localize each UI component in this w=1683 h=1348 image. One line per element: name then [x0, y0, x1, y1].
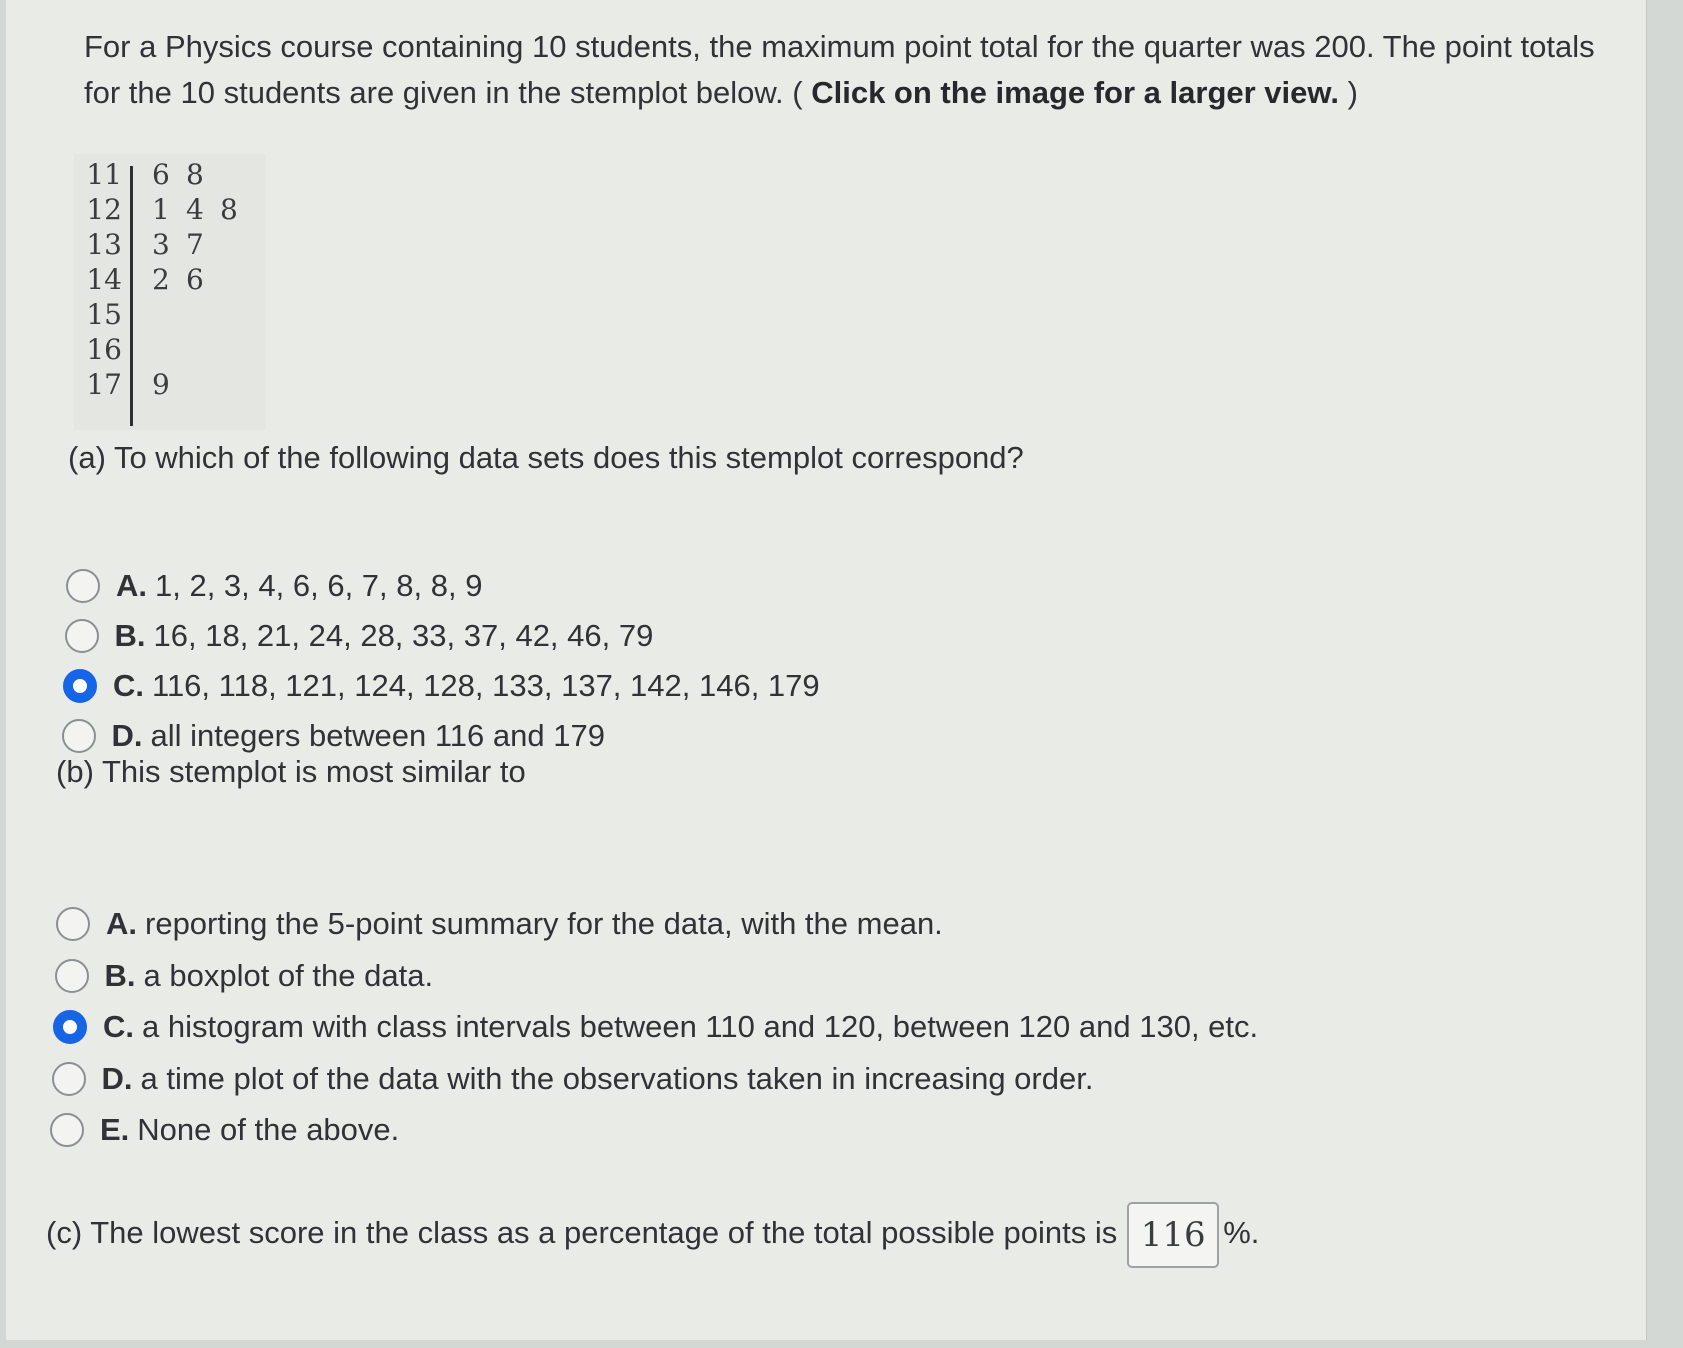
- stem-value: 15: [86, 298, 122, 331]
- leaf-value: 7: [186, 228, 204, 261]
- intro-tail: ): [1347, 75, 1358, 110]
- radio-selected-icon[interactable]: [63, 669, 97, 703]
- radio-selected-icon[interactable]: [53, 1010, 87, 1044]
- option-letter: A.: [116, 568, 147, 603]
- stemplot-row: [74, 263, 264, 297]
- part-a-option[interactable]: [63, 668, 820, 704]
- part-b-option[interactable]: [50, 1112, 399, 1148]
- part-b-question: (b) This stemplot is most similar to: [56, 754, 526, 789]
- stemplot-row: [74, 158, 264, 192]
- radio-empty-icon[interactable]: [65, 619, 99, 653]
- radio-empty-icon[interactable]: [50, 1113, 84, 1147]
- radio-empty-icon[interactable]: [55, 959, 89, 993]
- stem-value: 12: [86, 193, 122, 226]
- part-a-option[interactable]: [66, 568, 482, 604]
- option-text: a histogram with class intervals between 110 and 120, between 120 and 130, etc.: [142, 1009, 1259, 1044]
- leaf-value: 9: [152, 368, 170, 401]
- stemplot-row: [74, 228, 264, 262]
- option-letter: C.: [103, 1009, 134, 1044]
- radio-empty-icon[interactable]: [52, 1062, 86, 1096]
- option-letter: B.: [104, 957, 136, 993]
- larger-view-link[interactable]: Click on the image for a larger view.: [811, 75, 1339, 110]
- part-a-question: (a) To which of the following data sets does this stemplot correspond?: [68, 440, 1024, 475]
- part-b-option[interactable]: [55, 958, 434, 994]
- part-b-option[interactable]: [53, 1009, 1258, 1045]
- part-b-option[interactable]: [56, 906, 943, 942]
- option-text: all integers between 116 and 179: [150, 718, 605, 753]
- percentage-answer-input[interactable]: 116: [1127, 1202, 1219, 1268]
- part-c-question: [46, 1202, 1259, 1268]
- stemplot-row: [74, 368, 264, 402]
- option-text: 1, 2, 3, 4, 6, 6, 7, 8, 8, 9: [155, 568, 483, 603]
- stem-value: 17: [86, 368, 122, 401]
- stem-value: 16: [86, 333, 122, 366]
- option-letter: D.: [111, 718, 143, 753]
- part-b-option[interactable]: [52, 1061, 1094, 1097]
- question-panel: [6, 0, 1647, 1340]
- stemplot-image[interactable]: [74, 154, 266, 430]
- option-text: 116, 118, 121, 124, 128, 133, 137, 142, 146, 179: [152, 668, 820, 703]
- part-c-prefix: (c) The lowest score in the class as a percentage of the total possible points is: [46, 1215, 1118, 1251]
- stemplot-row: [74, 333, 264, 367]
- option-letter: D.: [101, 1060, 133, 1096]
- radio-empty-icon[interactable]: [66, 569, 100, 603]
- option-text: reporting the 5-point summary for the data, with the mean.: [145, 906, 943, 941]
- option-text: None of the above.: [137, 1112, 400, 1147]
- part-c-suffix: %.: [1223, 1215, 1260, 1251]
- part-a-option[interactable]: [62, 718, 605, 754]
- leaf-value: 6: [152, 158, 170, 191]
- problem-statement: [84, 24, 1604, 116]
- stemplot-row: [74, 193, 264, 227]
- radio-empty-icon[interactable]: [56, 907, 90, 941]
- leaf-value: 1: [152, 193, 170, 226]
- option-letter: B.: [114, 618, 146, 653]
- leaf-value: 6: [186, 263, 204, 296]
- leaf-value: 8: [186, 158, 204, 191]
- option-text: a time plot of the data with the observations taken in increasing order.: [140, 1060, 1094, 1096]
- stem-value: 11: [86, 158, 122, 191]
- radio-empty-icon[interactable]: [62, 719, 96, 753]
- intro-text: For a Physics course containing 10 students, the maximum point total for the quarter was 200. The point totals for the 10 students are given in the stemplot below. (: [84, 29, 1595, 110]
- stemplot-row: [74, 298, 264, 332]
- stem-value: 13: [86, 228, 122, 261]
- leaf-value: 8: [220, 193, 238, 226]
- option-letter: C.: [113, 668, 144, 703]
- option-letter: A.: [106, 906, 137, 941]
- leaf-value: 4: [186, 193, 204, 226]
- stem-value: 14: [86, 263, 122, 296]
- leaf-value: 2: [152, 263, 170, 296]
- option-letter: E.: [100, 1112, 130, 1147]
- option-text: a boxplot of the data.: [143, 957, 434, 993]
- option-text: 16, 18, 21, 24, 28, 33, 37, 42, 46, 79: [153, 618, 654, 653]
- leaf-value: 3: [152, 228, 170, 261]
- part-a-option[interactable]: [65, 618, 654, 654]
